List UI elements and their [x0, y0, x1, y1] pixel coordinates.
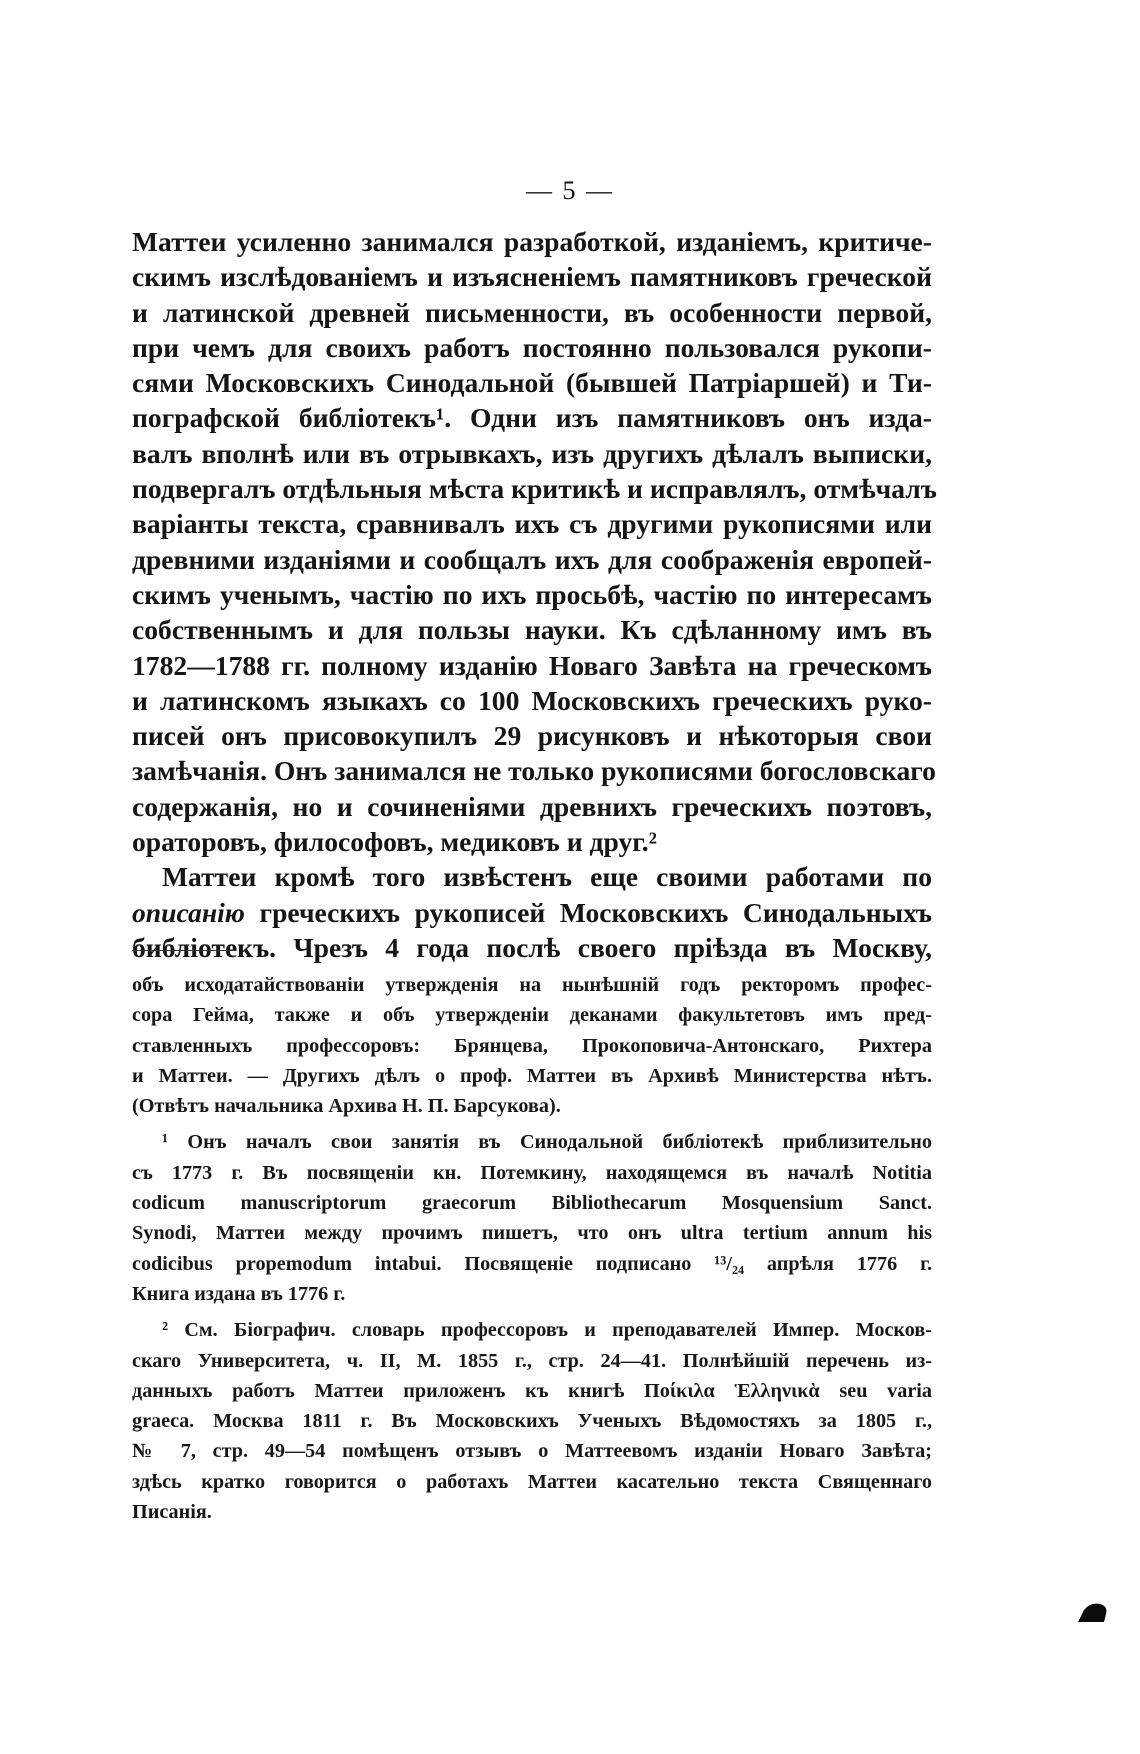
text-line: скимъ ученымъ, частію по ихъ просьбѣ, частію по интересамъ [132, 578, 932, 610]
footnote-continuation [132, 970, 932, 1121]
footnote-line: № 7, стр. 49—54 помѣщенъ отзывъ о Маттеевомъ изданіи Новаго Завѣта; [132, 1440, 932, 1463]
footnote-line: данныхъ работъ Маттеи приложенъ къ книгѣ Ποίκιλα Ἑλληνικὰ seu varia [132, 1379, 932, 1402]
text-line: при чемъ для своихъ работъ постоянно пользовался рукопи- [132, 331, 932, 363]
text-line: варіанты текста, сравнивалъ ихъ съ другими рукописями или [132, 508, 932, 540]
paragraph-1 [132, 224, 937, 859]
footnote-line: сора Гейма, также и объ утвержденіи деканами факультетовъ имъ пред- [132, 1004, 932, 1027]
main-text [132, 224, 937, 965]
footnote-line: codicum manuscriptorum graecorum Bibliothecarum Mosquensium Sanct. [132, 1192, 932, 1215]
footnote-line: ставленныхъ профессоровъ: Брянцева, Прокоповича-Антонскаго, Рихтера [132, 1034, 932, 1057]
text-line: содержанія, но и сочиненіями древнихъ греческихъ поэтовъ, [132, 790, 932, 822]
text-line: древними изданіями и сообщалъ ихъ для соображенія европей- [132, 543, 932, 575]
text-line: валъ вполнѣ или въ отрывкахъ, изъ другихъ дѣлалъ выписки, [132, 437, 932, 469]
text-line: собственнымъ и для пользы науки. Къ сдѣланному имъ въ [132, 614, 932, 646]
text-line: скимъ изслѣдованіемъ и изъясненіемъ памятниковъ греческой [132, 261, 932, 293]
footnote-line: съ 1773 г. Въ посвященіи кн. Потемкину, находящемся въ началѣ Notitia [132, 1161, 932, 1184]
footnote-line: ² См. Біографич. словарь профессоровъ и преподавателей Импер. Москов- [162, 1319, 932, 1342]
text-line: 1782—1788 гг. полному изданію Новаго Завѣта на греческомъ [132, 649, 932, 681]
footnote-line: скаго Университета, ч. II, М. 1855 г., стр. 24—41. Полнѣйшій перечень из- [132, 1349, 932, 1372]
footnote-line: (Отвѣтъ начальника Архива Н. П. Барсукова). [132, 1095, 561, 1118]
text-line: Маттеи усиленно занимался разработкой, изданіемъ, критиче- [132, 226, 932, 257]
footnote-divider [132, 950, 232, 951]
text-line: библіотекъ. Чрезъ 4 года послѣ своего пріѣзда въ Москву, [132, 931, 932, 963]
text-line: писей онъ присовокупилъ 29 рисунковъ и нѣкоторыя свои [132, 720, 932, 752]
page-number: — 5 — [526, 176, 614, 205]
text-line: и латинской древней письменности, въ особенности первой, [132, 296, 932, 328]
footnote-line: Писанія. [132, 1501, 212, 1524]
footnote-line: Книга издана въ 1776 г. [132, 1282, 346, 1305]
footnote-1 [132, 1127, 932, 1309]
footnote-2 [132, 1315, 932, 1527]
footnote-line: graeca. Москва 1811 г. Въ Московскихъ Ученыхъ Вѣдомостяхъ за 1805 г., [132, 1410, 932, 1433]
text-line: замѣчанія. Онъ занимался не только рукописями богословскаго [132, 755, 936, 787]
paragraph-2 [132, 859, 932, 965]
footnote-line: Synodi, Маттеи между прочимъ пишетъ, что онъ ultra tertium annum his [132, 1222, 932, 1245]
footnote-line: codicibus propemodum intabui. Посвященіе подписано ¹³/₂₄ апрѣля 1776 г. [132, 1252, 932, 1275]
footnote-line: ¹ Онъ началъ свои занятія въ Синодальной библіотекѣ приблизительно [162, 1131, 932, 1154]
footnote-line: объ исходатайствованіи утвержденія на нынѣшній годъ ректоромъ профес- [132, 974, 932, 996]
text-line: сями Московскихъ Синодальной (бывшей Патріаршей) и Ти- [132, 367, 932, 399]
footnote-line: здѣсь кратко говорится о работахъ Маттеи касательно текста Священнаго [132, 1470, 932, 1493]
footnotes [132, 970, 932, 1533]
text-line: и латинскомъ языкахъ со 100 Московскихъ греческихъ руко- [132, 684, 932, 716]
italic-term: описанію [132, 896, 245, 928]
text-fragment: греческихъ рукописей Московскихъ Синодальныхъ [244, 896, 932, 928]
text-line: пографской библіотекъ¹. Одни изъ памятниковъ онъ изда- [132, 402, 932, 434]
ink-blot-icon [1076, 1602, 1108, 1624]
text-line: ораторовъ, философовъ, медиковъ и друг.² [132, 826, 657, 858]
text-line: подвергалъ отдѣльныя мѣста критикѣ и исправлялъ, отмѣчалъ [132, 473, 937, 505]
text-line [132, 895, 932, 930]
text-line: Маттеи кромѣ того извѣстенъ еще своими работами по [162, 861, 932, 893]
footnote-line: и Маттеи. — Другихъ дѣлъ о проф. Маттеи въ Архивѣ Министерства нѣтъ. [132, 1064, 932, 1087]
